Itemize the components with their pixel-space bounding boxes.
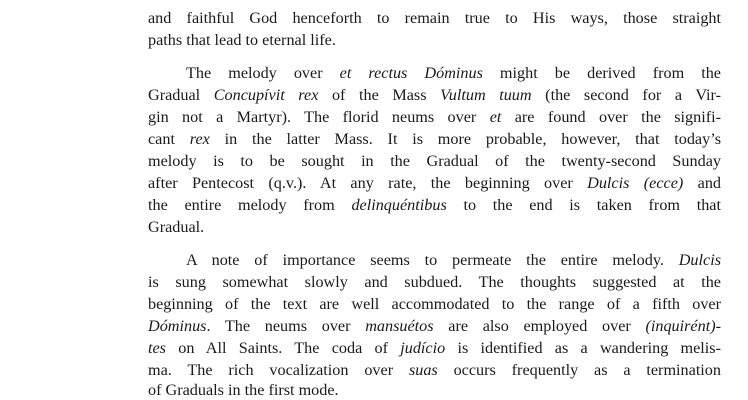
text-line: cant rex in the latter Mass. It is more probable, however, that today’s — [148, 130, 721, 148]
text-line: and faithful God henceforth to remain true to His ways, those straight — [148, 9, 721, 27]
text-line: the entire melody from delinquéntibus to the end is taken from that — [148, 196, 721, 214]
text-line: paths that lead to eternal life. — [148, 31, 336, 49]
text-line: Gradual Concupívit rex of the Mass Vultum tuum (the second for a Vir- — [148, 86, 722, 104]
text-line: after Pentecost (q.v.). At any rate, the beginning over Dulcis (ecce) and — [148, 174, 722, 192]
text-line: is sung somewhat slowly and subdued. The thoughts suggested at the — [148, 273, 721, 291]
text-line: ma. The rich vocalization over suas occurs frequently as a termination — [148, 361, 721, 379]
text-line: Gradual. — [148, 218, 205, 236]
text-line: The melody over et rectus Dóminus might be derived from the — [186, 64, 721, 82]
text-line: of Graduals in the first mode. — [148, 381, 339, 399]
text-line: A note of importance seems to permeate the entire melody. Dulcis — [186, 251, 721, 269]
text-line: Dóminus. The neums over mansuétos are also employed over (inquirént)- — [148, 317, 721, 335]
text-line: tes on All Saints. The coda of judício is identified as a wandering melis- — [148, 339, 721, 357]
text-line: gin not a Martyr). The florid neums over et are found over the signifi- — [148, 108, 721, 126]
text-line: beginning of the text are well accommodated to the range of a fifth over — [148, 295, 721, 313]
text-line: melody is to be sought in the Gradual of the twenty-second Sunday — [148, 152, 721, 170]
